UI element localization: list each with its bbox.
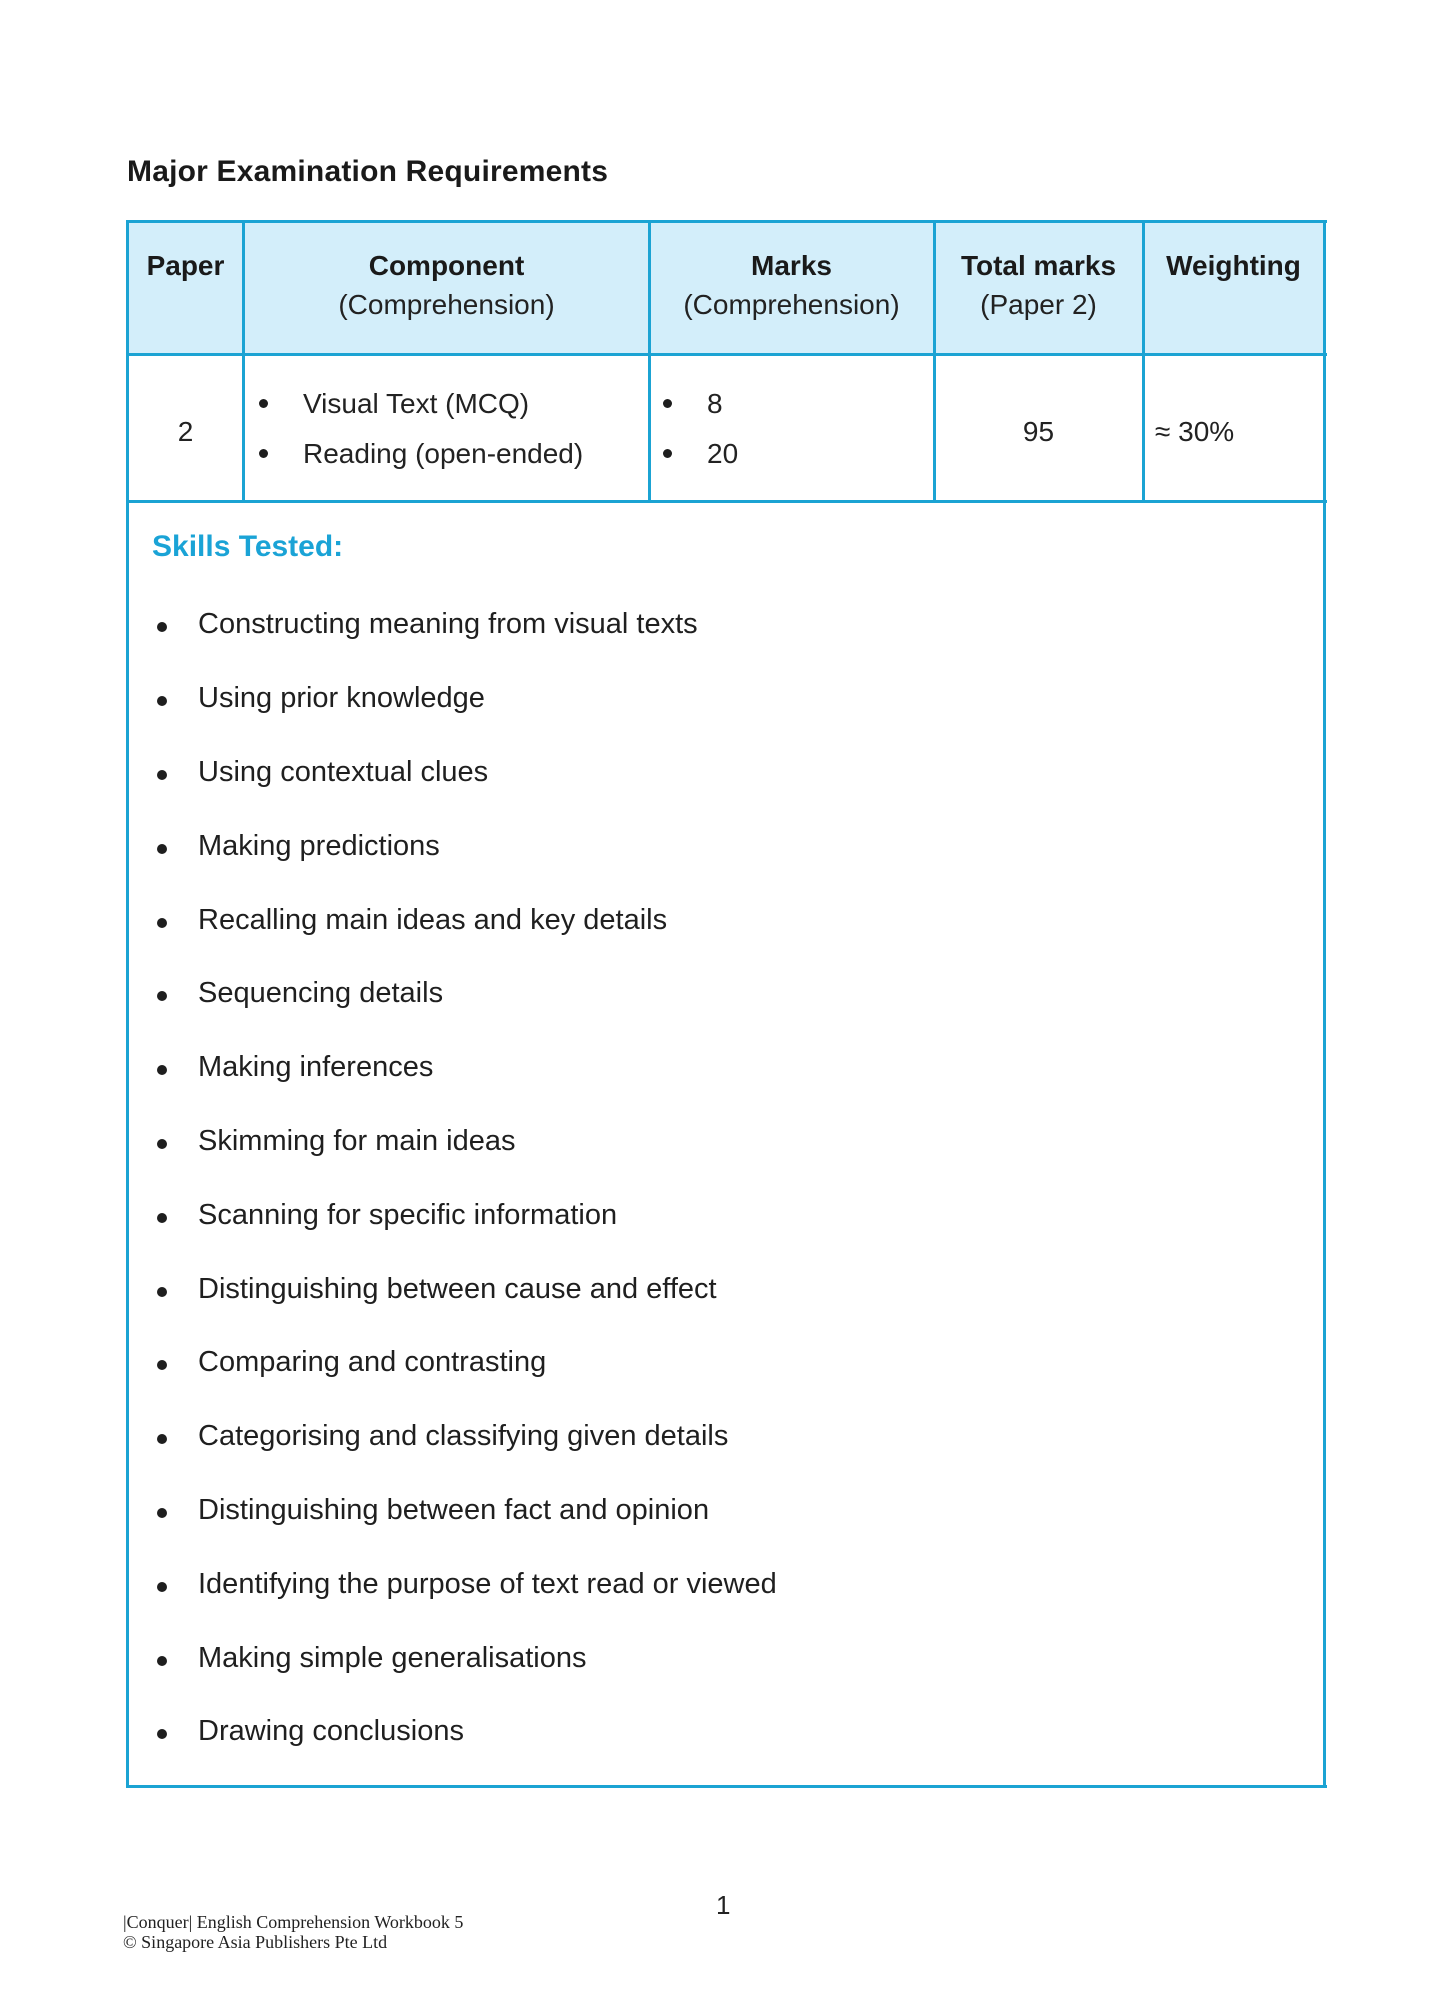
bullet-icon [157,1213,167,1223]
skill-text: Categorising and classifying given details [198,1420,729,1452]
skill-text: Recalling main ideas and key details [198,904,668,936]
bullet-icon [157,770,167,780]
skill-text: Making predictions [198,830,440,862]
skill-item [150,828,1150,868]
bullet-icon [157,991,167,1001]
skill-item [150,975,1150,1015]
bullet-icon [157,1656,167,1666]
cell-weighting [1143,357,1324,502]
skill-item [150,1713,1150,1753]
marks-item: 8 [707,388,723,419]
bullet-icon [157,1360,167,1370]
column-divider [648,220,651,502]
skill-text: Constructing meaning from visual texts [198,608,698,640]
skill-item [150,1197,1150,1237]
skill-item [150,1492,1150,1532]
header-divider [126,353,1327,356]
marks-item: 20 [707,438,739,469]
bullet-icon [259,399,268,408]
header-marks-label: Marks [751,250,832,281]
row-divider [126,500,1327,503]
skills-heading: Skills Tested: [152,530,344,563]
bullet-icon [663,449,672,458]
bullet-icon [157,1434,167,1444]
component-item: Reading (open-ended) [303,438,584,469]
paper-value: 2 [177,416,194,447]
header-marks [649,222,934,354]
header-paper [127,222,244,354]
skill-text: Making inferences [198,1051,434,1083]
skill-text: Identifying the purpose of text read or viewed [198,1568,777,1600]
skill-text: Using contextual clues [198,756,489,788]
skill-item [150,680,1150,720]
skill-text: Sequencing details [198,977,444,1009]
bullet-icon [157,622,167,632]
skill-text: Distinguishing between fact and opinion [198,1494,710,1526]
header-total-marks-sub: (Paper 2) [980,289,1097,320]
header-component-sub: (Comprehension) [338,289,555,320]
bullet-icon [157,1139,167,1149]
table-border-bottom [126,1785,1327,1788]
column-divider [242,220,245,502]
skill-text: Comparing and contrasting [198,1346,547,1378]
skill-text: Skimming for main ideas [198,1125,516,1157]
header-total-marks-label: Total marks [960,250,1117,281]
bullet-icon [157,1508,167,1518]
skill-item [150,606,1150,646]
header-weighting [1143,222,1324,354]
bullet-icon [157,918,167,928]
page-number: 1 [716,1890,731,1920]
footer-copyright: © Singapore Asia Publishers Pte Ltd [123,1932,388,1952]
bullet-icon [157,696,167,706]
table-border-top [126,220,1327,223]
skill-text: Drawing conclusions [198,1715,464,1747]
skill-text: Making simple generalisations [198,1642,587,1674]
header-paper-label: Paper [146,250,225,281]
bullet-icon [157,844,167,854]
weighting-value: ≈ 30% [1155,416,1235,447]
cell-paper [127,357,244,502]
bullet-icon [663,399,672,408]
bullet-icon [259,449,268,458]
header-marks-sub: (Comprehension) [683,289,900,320]
skill-item [150,1566,1150,1606]
skill-item [150,902,1150,942]
header-component [244,222,649,354]
table-border-right [1323,220,1326,1788]
column-divider [1142,220,1145,502]
skill-item [150,1123,1150,1163]
footer-book-title: |Conquer| English Comprehension Workbook 5 [123,1912,464,1932]
skill-text: Distinguishing between cause and effect [198,1273,717,1305]
cell-marks [649,357,934,502]
skill-item [150,1640,1150,1680]
cell-component [244,357,649,502]
bullet-icon [157,1287,167,1297]
bullet-icon [157,1582,167,1592]
skill-item [150,1271,1150,1311]
bullet-icon [157,1065,167,1075]
header-component-label: Component [368,250,525,281]
component-item: Visual Text (MCQ) [303,388,530,419]
header-weighting-label: Weighting [1166,250,1301,281]
skill-text: Scanning for specific information [198,1199,618,1231]
skill-item [150,754,1150,794]
header-total-marks [934,222,1143,354]
skill-text: Using prior knowledge [198,682,485,714]
skill-item [150,1418,1150,1458]
table-border-left [126,220,129,1788]
cell-total-marks [934,357,1143,502]
skill-item [150,1049,1150,1089]
total-marks-value: 95 [1022,416,1055,447]
column-divider [933,220,936,502]
page-title: Major Examination Requirements [127,155,609,188]
bullet-icon [157,1729,167,1739]
skill-item [150,1344,1150,1384]
